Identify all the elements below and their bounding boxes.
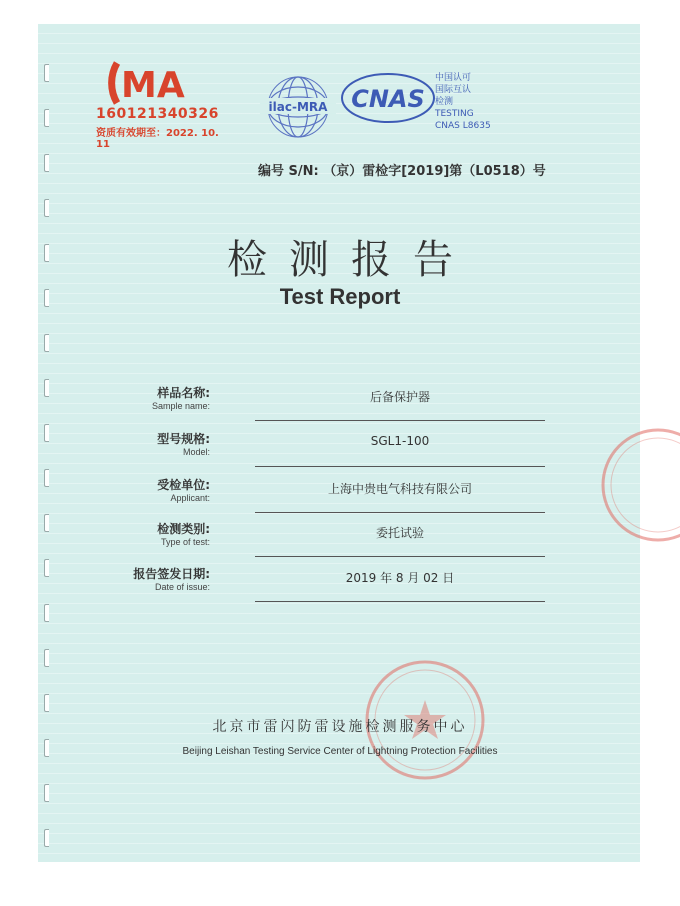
field-value: 2019 年 8 月 02 日 [345, 571, 455, 585]
organization-chinese: 北京市雷闪防雷设施检测服务中心 [212, 719, 468, 735]
field-applicant [120, 476, 560, 516]
field-label-en: Model: [182, 447, 210, 457]
field-underline [255, 512, 545, 513]
cnas-info-line: 国际互认 [435, 85, 472, 95]
field-underline [255, 601, 545, 602]
field-label-en: Type of test: [160, 537, 210, 547]
field-label-en: Applicant: [170, 493, 210, 503]
field-model [120, 430, 560, 470]
field-label-cn: 检测类别: [157, 522, 210, 536]
field-value: SGL1-100 [370, 434, 430, 448]
field-date-of-issue [120, 565, 560, 605]
field-label-cn: 样品名称: [157, 386, 210, 400]
field-value: 上海中贵电气科技有限公司 [327, 482, 472, 496]
ilac-text: ilac-MRA [268, 100, 328, 114]
field-underline [255, 556, 545, 557]
field-label-cn: 型号规格: [157, 432, 210, 446]
cnas-text: CNAS [351, 85, 425, 113]
organization-english: Beijing Leishan Testing Service Center of Lightning Protection Facilities [182, 746, 498, 757]
cma-validity: 资质有效期至：2022. 10. 11 [96, 128, 219, 150]
field-label-cn: 报告签发日期: [133, 567, 210, 581]
title-chinese: 检测报告 [227, 237, 475, 283]
cma-logo-text: MA [121, 65, 185, 106]
cnas-info-line: TESTING [435, 109, 474, 119]
field-value: 委托试验 [375, 526, 424, 540]
edge-seal [596, 420, 680, 550]
field-label-cn: 受检单位: [157, 478, 210, 492]
cnas-info [435, 72, 491, 132]
binding-holes [38, 24, 60, 862]
field-type-of-test [120, 520, 560, 560]
cnas-info-line: CNAS L8635 [435, 121, 491, 131]
title-english: Test Report [279, 284, 401, 309]
field-label-en: Sample name: [151, 401, 210, 411]
cma-cert-number: 160121340326 [96, 106, 219, 122]
ilac-mra-logo [258, 72, 338, 142]
serial-number: 编号 S/N: （京）雷检字[2019]第（L0518）号 [258, 164, 546, 179]
field-value: 后备保护器 [369, 390, 430, 404]
cnas-logo [338, 68, 438, 128]
cnas-info-line: 检测 [435, 97, 454, 107]
field-underline [255, 420, 545, 421]
field-sample-name [120, 384, 560, 424]
cnas-info-line: 中国认可 [435, 73, 472, 83]
field-label-en: Date of issue: [154, 582, 210, 592]
field-underline [255, 466, 545, 467]
